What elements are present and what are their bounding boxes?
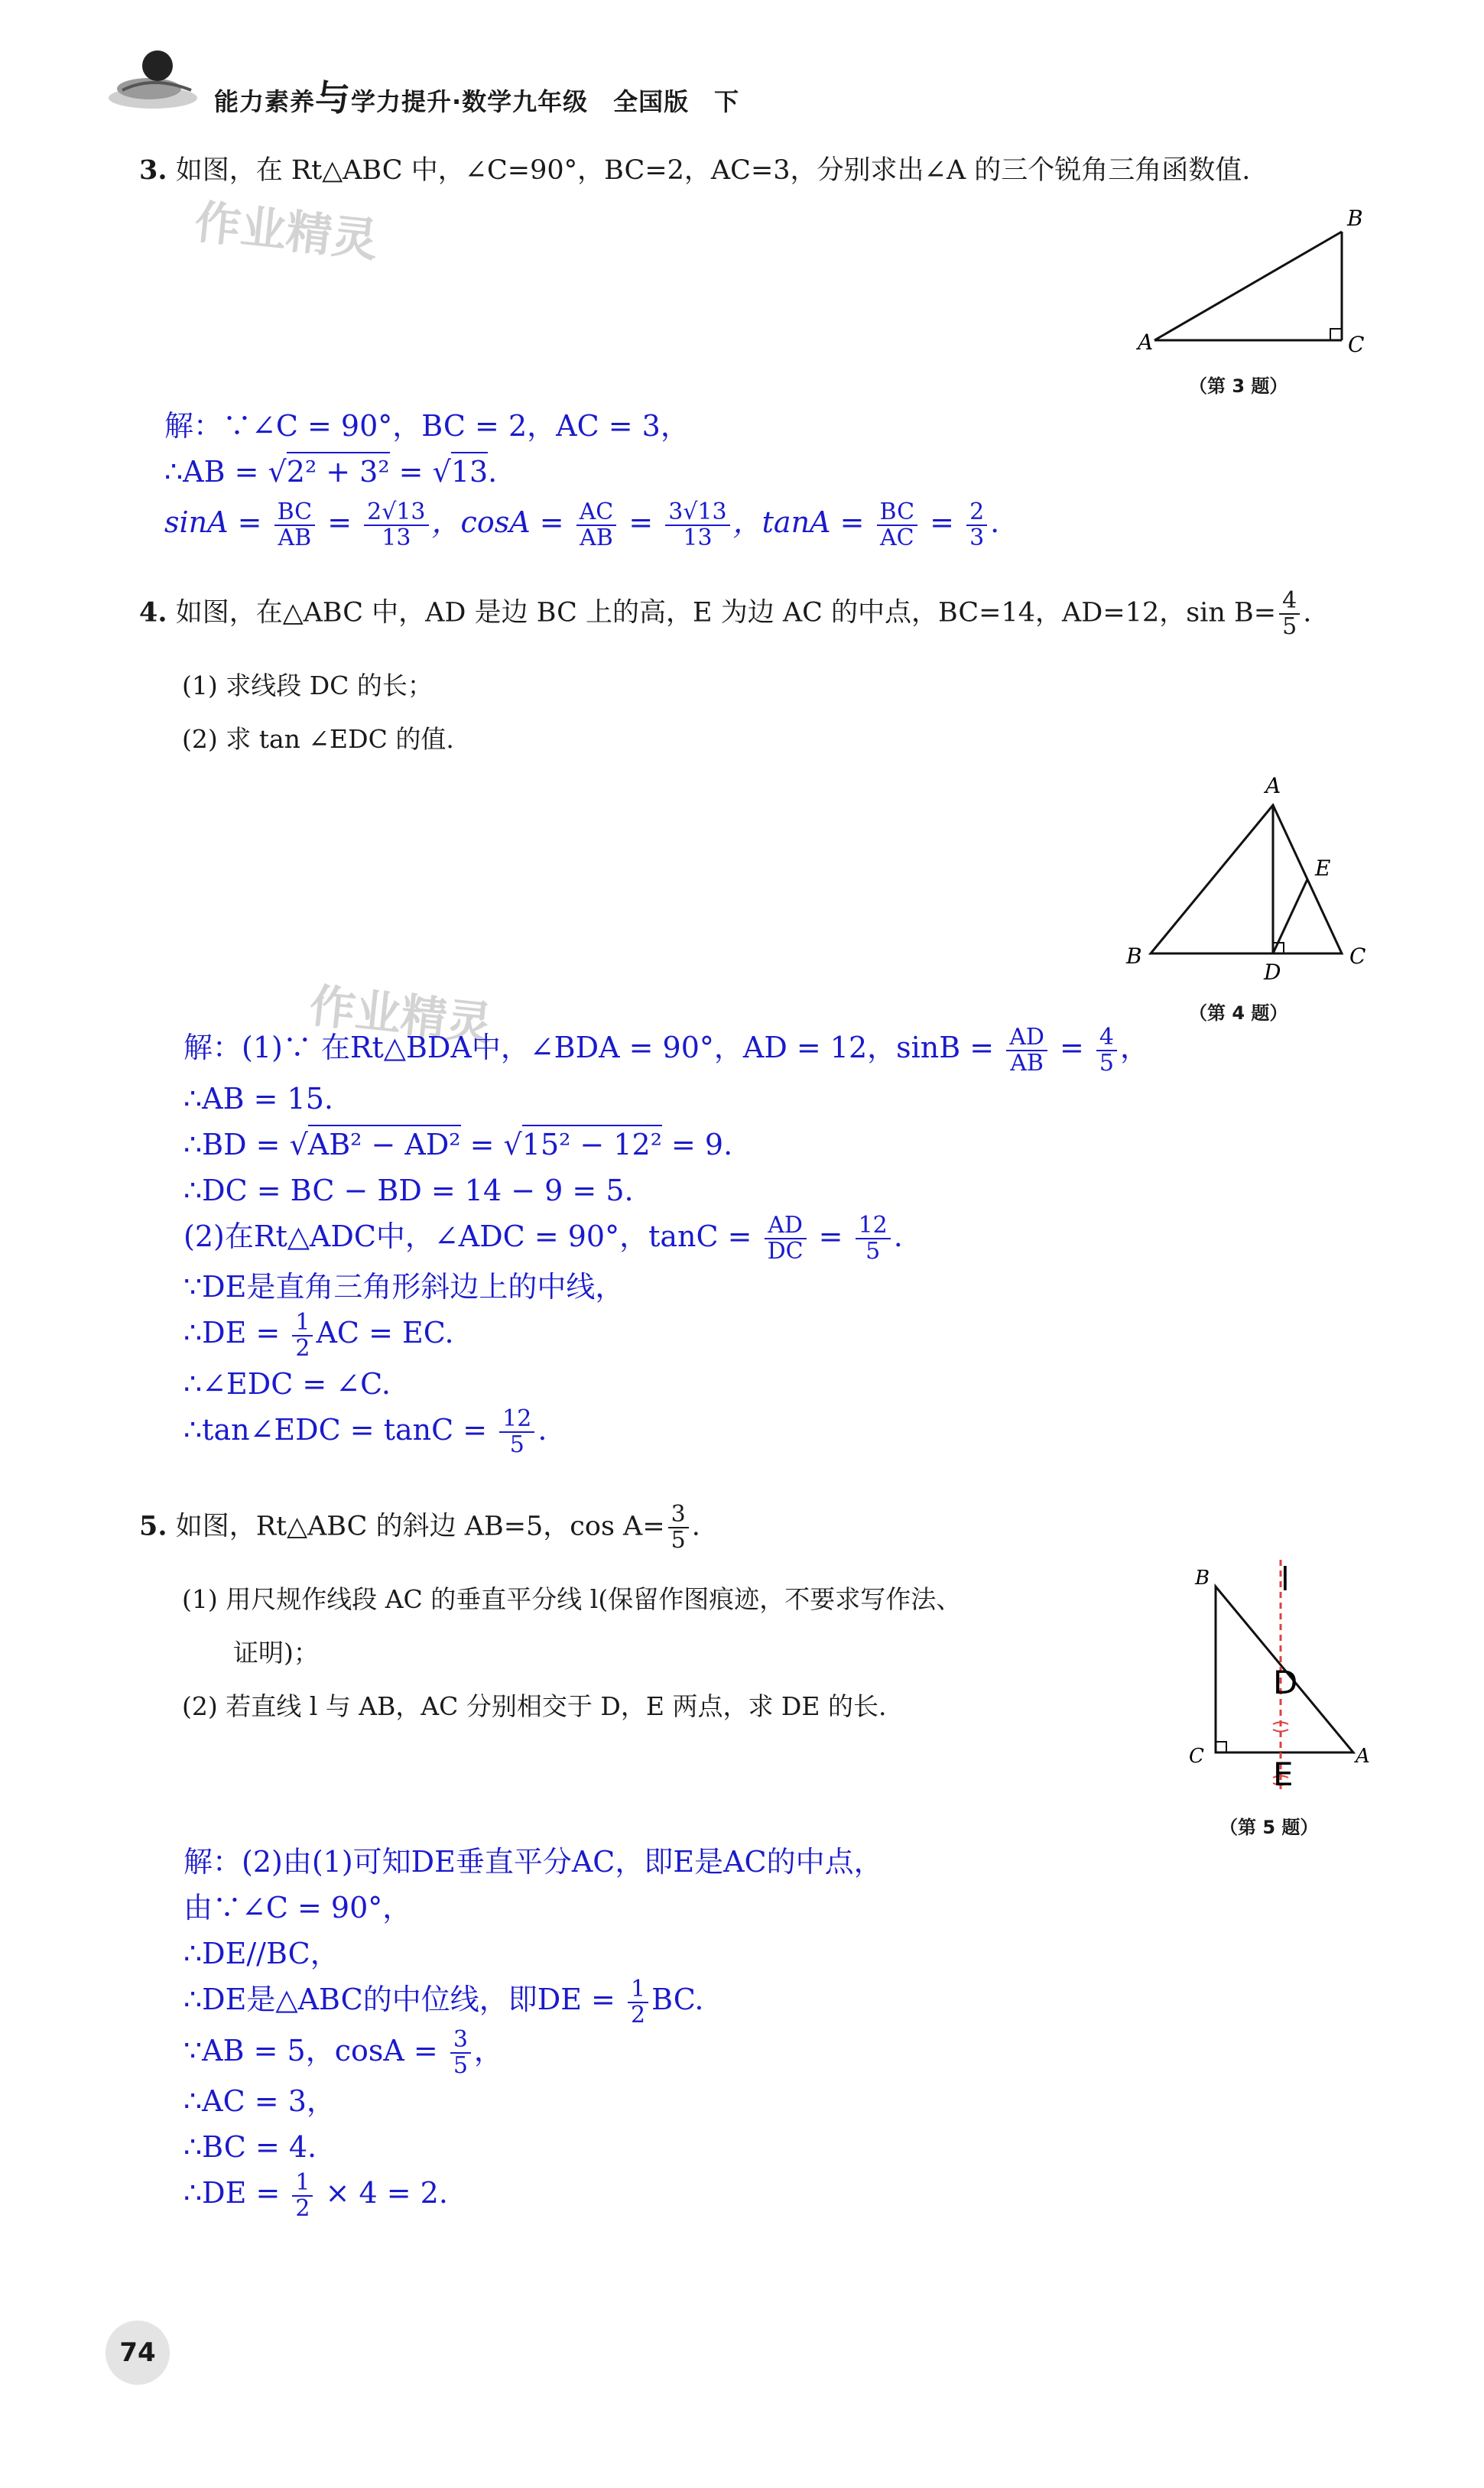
solution-line: ∴AC = 3， — [183, 2084, 336, 2118]
question-number: 3. — [139, 154, 167, 186]
solution-line: ∴AB = 15. — [183, 1081, 333, 1116]
question-number: 5. — [139, 1510, 167, 1542]
label-B: B — [1126, 944, 1142, 969]
solution-line: ∴BD = √AB² − AD² = √15² − 12² = 9. — [183, 1122, 1149, 1168]
label-D: D — [1273, 1664, 1298, 1701]
solution-line: ∴DE = $\frac{1}{2}$ × 4 = 2. — [183, 2168, 448, 2222]
figure-q3 — [1132, 203, 1376, 363]
solution-line: ∴∠EDC = ∠C. — [183, 1366, 391, 1401]
sub-question-2: (2) 求 tan ∠EDC 的值. — [182, 724, 454, 754]
question-3 — [139, 153, 1250, 188]
solution-line: ∴DE是△ABC的中位线，即DE = $\frac{1}{2}$ BC. — [183, 1975, 704, 2028]
solution-line: ∵DE是直角三角形斜边上的中线， — [183, 1270, 625, 1304]
solution-line: sinA = $\frac{BC}{AB}$ = $\frac{2√13}{13}$ ，cosA = $\frac{AC}{AB}$ = $\frac{3√13}{13}$ ，tanA = $\frac{BC}{AC}$ = $\frac{2}{3}$ . — [164, 498, 1000, 551]
header-title-part1: 能力素养 — [214, 87, 316, 116]
question-text: 如图，Rt△ABC 的斜边 AB=5，cos A= — [175, 1511, 665, 1542]
label-C: C — [1348, 332, 1365, 357]
figure-q4 — [1120, 768, 1380, 983]
label-A: A — [1138, 330, 1154, 355]
solution-line: (2)在Rt△ADC中，∠ADC = 90°，tanC = $\frac{AD}{DC}$ = $\frac{12}{5}$ . — [183, 1212, 903, 1265]
header-title-yu: 与 — [315, 77, 352, 119]
figure-q5 — [1181, 1552, 1370, 1804]
sub-question-1-cont: 证明)； — [233, 1638, 319, 1668]
sub-question-1: (1) 求线段 DC 的长； — [182, 671, 433, 700]
question-text: 如图，在 Rt△ABC 中，∠C=90°，BC=2，AC=3，分别求出∠A 的三个锐角三角函数值. — [175, 155, 1251, 186]
solution-q5 — [183, 1839, 883, 2221]
label-E: E — [1273, 1756, 1294, 1793]
solution-line: 解：(1)∵ 在Rt△BDA中，∠BDA = 90°，AD = 12，sinB = $\frac{AD}{AB}$ = $\frac{4}{5}$ ， — [183, 1023, 1150, 1077]
solution-line: 由∵∠C = 90°， — [183, 1891, 412, 1924]
header-title — [214, 70, 739, 121]
solution-line: ∴DE//BC， — [183, 1937, 339, 1970]
label-B: B — [1195, 1567, 1210, 1590]
solution-line: ∴tan∠EDC = tanC = $\frac{12}{5}$ . — [183, 1405, 547, 1458]
solution-line: ∴BC = 4. — [183, 2130, 317, 2164]
solution-q4 — [183, 1025, 1149, 1457]
label-C: C — [1189, 1745, 1204, 1768]
solution-q3 — [164, 403, 999, 551]
label-A: A — [1356, 1745, 1370, 1768]
figure-caption: （第 5 题） — [1219, 1817, 1319, 1838]
header-title-part2: 学力提升·数学九年级 全国版 下 — [351, 87, 740, 116]
solution-line: 解：(2)由(1)可知DE垂直平分AC，即E是AC的中点， — [183, 1845, 883, 1879]
label-l: l — [1281, 1561, 1290, 1598]
solution-line: 解：∵∠C = 90°，BC = 2，AC = 3， — [164, 409, 690, 443]
question-text: 如图，在△ABC 中，AD 是边 BC 上的高，E 为边 AC 的中点，BC=14，AD=12，sin B= — [175, 597, 1277, 628]
figure-caption: （第 4 题） — [1189, 1002, 1288, 1024]
sub-question-1: (1) 用尺规作线段 AC 的垂直平分线 l(保留作图痕迹，不要求写作法、 — [182, 1584, 962, 1614]
figure-caption: （第 3 题） — [1189, 375, 1288, 397]
solution-line: ∴DE = $\frac{1}{2}$ AC = EC. — [183, 1308, 454, 1362]
question-5: 5. 如图，Rt△ABC 的斜边 AB=5，cos A= $\frac{3}{5}$ . — [139, 1501, 700, 1554]
solution-line: ∴AB = √2² + 3² = √13. — [164, 449, 999, 495]
question-4: 4. 如图，在△ABC 中，AD 是边 BC 上的高，E 为边 AC 的中点，BC=14，AD=12，sin B= $\frac{4}{5}$ . — [139, 587, 1312, 640]
watermark: 作业精灵 — [307, 979, 495, 1052]
page-number: 74 — [106, 2321, 170, 2385]
solution-line: ∴DC = BC − BD = 14 − 9 = 5. — [183, 1173, 634, 1207]
watermark: 作业精灵 — [192, 195, 381, 268]
question-number: 4. — [139, 596, 167, 628]
label-A: A — [1265, 773, 1281, 798]
label-B: B — [1347, 206, 1363, 231]
header-logo — [107, 44, 206, 113]
label-D: D — [1264, 960, 1281, 985]
label-C: C — [1349, 944, 1366, 969]
solution-line: ∵AB = 5，cosA = $\frac{3}{5}$ ， — [183, 2026, 503, 2079]
label-E: E — [1315, 856, 1331, 881]
sub-question-2: (2) 若直线 l 与 AB，AC 分别相交于 D，E 两点，求 DE 的长. — [182, 1691, 887, 1721]
